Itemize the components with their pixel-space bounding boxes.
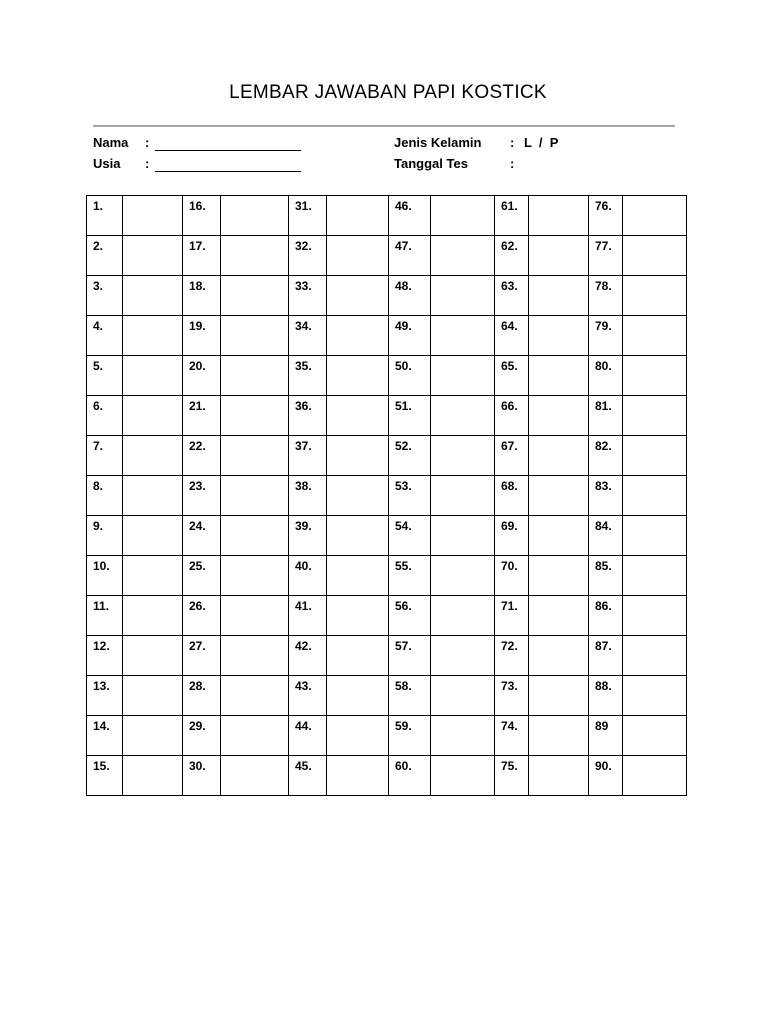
question-number-cell [589, 676, 623, 716]
question-number-cell [589, 636, 623, 676]
question-number: 62. [501, 239, 518, 253]
answer-row [87, 196, 687, 236]
question-number: 24. [189, 519, 206, 533]
question-number-cell [87, 596, 123, 636]
answer-cell[interactable] [221, 676, 289, 716]
answer-row [87, 556, 687, 596]
answer-cell[interactable] [431, 396, 495, 436]
question-number-cell [389, 636, 431, 676]
question-number-cell [87, 716, 123, 756]
question-number: 58. [395, 679, 412, 693]
answer-cell[interactable] [327, 236, 389, 276]
question-number: 87. [595, 639, 612, 653]
question-number-cell [289, 716, 327, 756]
answer-cell[interactable] [123, 676, 183, 716]
answer-cell[interactable] [221, 196, 289, 236]
answer-cell[interactable] [431, 556, 495, 596]
answer-cell[interactable] [123, 516, 183, 556]
question-number: 71. [501, 599, 518, 613]
question-number: 13. [93, 679, 110, 693]
answer-cell[interactable] [221, 236, 289, 276]
answer-grid [86, 195, 687, 796]
question-number-cell [183, 636, 221, 676]
question-number-cell [389, 756, 431, 796]
question-number-cell [389, 396, 431, 436]
answer-cell[interactable] [623, 676, 687, 716]
answer-cell[interactable] [327, 636, 389, 676]
question-number: 21. [189, 399, 206, 413]
answer-cell[interactable] [431, 196, 495, 236]
question-number-cell [183, 356, 221, 396]
answer-cell[interactable] [221, 516, 289, 556]
question-number-cell [589, 236, 623, 276]
question-number: 48. [395, 279, 412, 293]
answer-cell[interactable] [623, 516, 687, 556]
answer-cell[interactable] [529, 276, 589, 316]
question-number: 33. [295, 279, 312, 293]
title-divider [93, 125, 675, 127]
answer-row [87, 516, 687, 556]
nama-colon: : [145, 135, 150, 150]
answer-row [87, 276, 687, 316]
question-number-cell [289, 316, 327, 356]
question-number-cell [589, 716, 623, 756]
question-number: 56. [395, 599, 412, 613]
question-number: 27. [189, 639, 206, 653]
answer-cell[interactable] [221, 556, 289, 596]
question-number: 44. [295, 719, 312, 733]
question-number: 11. [93, 599, 110, 613]
answer-cell[interactable] [123, 276, 183, 316]
question-number: 10. [93, 559, 110, 573]
question-number-cell [87, 756, 123, 796]
answer-cell[interactable] [623, 276, 687, 316]
question-number: 19. [189, 319, 206, 333]
jenis-kelamin-colon: : [510, 135, 515, 150]
answer-cell[interactable] [327, 276, 389, 316]
answer-cell[interactable] [529, 196, 589, 236]
jenis-kelamin-options[interactable]: L / P [524, 135, 559, 150]
nama-blank-line[interactable] [155, 150, 301, 151]
question-number: 61. [501, 199, 518, 213]
answer-cell[interactable] [123, 596, 183, 636]
answer-cell[interactable] [431, 716, 495, 756]
question-number-cell [183, 396, 221, 436]
question-number: 81. [595, 399, 612, 413]
question-number-cell [289, 556, 327, 596]
question-number-cell [589, 356, 623, 396]
answer-cell[interactable] [529, 676, 589, 716]
question-number-cell [389, 436, 431, 476]
answer-cell[interactable] [623, 196, 687, 236]
question-number: 30. [189, 759, 206, 773]
question-number: 55. [395, 559, 412, 573]
answer-cell[interactable] [623, 436, 687, 476]
question-number-cell [495, 476, 529, 516]
answer-cell[interactable] [431, 596, 495, 636]
question-number-cell [495, 396, 529, 436]
question-number: 35. [295, 359, 312, 373]
question-number-cell [389, 516, 431, 556]
answer-cell[interactable] [623, 316, 687, 356]
jenis-kelamin-label: Jenis Kelamin [394, 135, 482, 150]
question-number: 47. [395, 239, 412, 253]
question-number: 41. [295, 599, 312, 613]
answer-cell[interactable] [431, 436, 495, 476]
question-number-cell [289, 436, 327, 476]
answer-row [87, 396, 687, 436]
question-number-cell [495, 676, 529, 716]
question-number-cell [495, 436, 529, 476]
question-number-cell [289, 356, 327, 396]
question-number-cell [87, 516, 123, 556]
answer-cell[interactable] [529, 596, 589, 636]
question-number-cell [389, 716, 431, 756]
answer-cell[interactable] [529, 236, 589, 276]
page-title: LEMBAR JAWABAN PAPI KOSTICK [229, 82, 547, 103]
question-number: 17. [189, 239, 206, 253]
question-number-cell [87, 236, 123, 276]
question-number: 82. [595, 439, 612, 453]
question-number: 20. [189, 359, 206, 373]
question-number-cell [183, 236, 221, 276]
question-number-cell [589, 556, 623, 596]
question-number-cell [495, 756, 529, 796]
question-number-cell [589, 436, 623, 476]
question-number: 7. [93, 439, 104, 453]
question-number: 36. [295, 399, 312, 413]
question-number-cell [289, 756, 327, 796]
question-number-cell [183, 756, 221, 796]
question-number-cell [589, 396, 623, 436]
nama-label: Nama [93, 135, 129, 150]
question-number: 59. [395, 719, 412, 733]
question-number-cell [87, 316, 123, 356]
question-number: 14. [93, 719, 110, 733]
question-number: 23. [189, 479, 206, 493]
question-number: 43. [295, 679, 312, 693]
question-number-cell [495, 516, 529, 556]
answer-row [87, 356, 687, 396]
question-number-cell [289, 396, 327, 436]
answer-cell[interactable] [623, 556, 687, 596]
question-number-cell [289, 676, 327, 716]
question-number: 37. [295, 439, 312, 453]
answer-cell[interactable] [431, 476, 495, 516]
answer-cell[interactable] [123, 236, 183, 276]
question-number-cell [183, 476, 221, 516]
question-number: 76. [595, 199, 612, 213]
answer-cell[interactable] [431, 756, 495, 796]
answer-cell[interactable] [221, 276, 289, 316]
question-number: 52. [395, 439, 412, 453]
answer-cell[interactable] [123, 756, 183, 796]
answer-cell[interactable] [431, 516, 495, 556]
question-number: 89 [595, 719, 609, 733]
question-number: 79. [595, 319, 612, 333]
answer-cell[interactable] [123, 636, 183, 676]
question-number: 3. [93, 279, 104, 293]
question-number: 88. [595, 679, 612, 693]
question-number-cell [87, 676, 123, 716]
answer-cell[interactable] [327, 436, 389, 476]
question-number: 80. [595, 359, 612, 373]
question-number-cell [495, 556, 529, 596]
usia-blank-line[interactable] [155, 171, 301, 172]
question-number-cell [589, 196, 623, 236]
question-number-cell [389, 596, 431, 636]
question-number-cell [495, 636, 529, 676]
question-number-cell [495, 236, 529, 276]
question-number: 69. [501, 519, 518, 533]
question-number-cell [183, 676, 221, 716]
question-number-cell [495, 276, 529, 316]
question-number: 39. [295, 519, 312, 533]
question-number-cell [389, 476, 431, 516]
answer-cell[interactable] [623, 636, 687, 676]
answer-cell[interactable] [221, 756, 289, 796]
answer-cell[interactable] [123, 396, 183, 436]
answer-row [87, 436, 687, 476]
question-number-cell [589, 476, 623, 516]
question-number-cell [495, 356, 529, 396]
question-number-cell [87, 476, 123, 516]
question-number: 15. [93, 759, 110, 773]
answer-cell[interactable] [221, 476, 289, 516]
question-number: 73. [501, 679, 518, 693]
question-number-cell [495, 316, 529, 356]
answer-cell[interactable] [221, 716, 289, 756]
question-number: 8. [93, 479, 104, 493]
question-number-cell [289, 636, 327, 676]
answer-cell[interactable] [327, 476, 389, 516]
question-number: 51. [395, 399, 412, 413]
question-number-cell [87, 276, 123, 316]
question-number: 72. [501, 639, 518, 653]
question-number: 9. [93, 519, 104, 533]
question-number: 12. [93, 639, 110, 653]
question-number-cell [289, 276, 327, 316]
question-number-cell [289, 196, 327, 236]
question-number: 38. [295, 479, 312, 493]
question-number: 57. [395, 639, 412, 653]
answer-row [87, 756, 687, 796]
question-number-cell [389, 676, 431, 716]
question-number: 6. [93, 399, 104, 413]
question-number-cell [183, 436, 221, 476]
answer-cell[interactable] [529, 396, 589, 436]
question-number: 40. [295, 559, 312, 573]
question-number-cell [183, 596, 221, 636]
question-number: 26. [189, 599, 206, 613]
answer-cell[interactable] [327, 316, 389, 356]
question-number-cell [289, 516, 327, 556]
answer-cell[interactable] [327, 516, 389, 556]
question-number: 28. [189, 679, 206, 693]
tanggal-tes-colon: : [510, 156, 515, 171]
question-number-cell [183, 276, 221, 316]
answer-cell[interactable] [221, 396, 289, 436]
answer-cell[interactable] [623, 236, 687, 276]
question-number: 49. [395, 319, 412, 333]
answer-cell[interactable] [123, 716, 183, 756]
answer-cell[interactable] [431, 236, 495, 276]
answer-row [87, 596, 687, 636]
question-number: 16. [189, 199, 206, 213]
question-number: 18. [189, 279, 206, 293]
answer-cell[interactable] [431, 276, 495, 316]
question-number-cell [495, 716, 529, 756]
question-number: 78. [595, 279, 612, 293]
question-number: 67. [501, 439, 518, 453]
answer-cell[interactable] [431, 636, 495, 676]
question-number-cell [183, 196, 221, 236]
question-number-cell [183, 716, 221, 756]
question-number: 1. [93, 199, 104, 213]
question-number: 63. [501, 279, 518, 293]
question-number: 5. [93, 359, 104, 373]
question-number-cell [289, 596, 327, 636]
question-number-cell [87, 196, 123, 236]
question-number: 2. [93, 239, 104, 253]
question-number-cell [389, 196, 431, 236]
answer-cell[interactable] [327, 396, 389, 436]
question-number-cell [495, 196, 529, 236]
question-number: 90. [595, 759, 612, 773]
answer-cell[interactable] [431, 676, 495, 716]
answer-cell[interactable] [431, 316, 495, 356]
answer-cell[interactable] [221, 596, 289, 636]
question-number-cell [87, 396, 123, 436]
question-number: 86. [595, 599, 612, 613]
answer-cell[interactable] [327, 356, 389, 396]
question-number: 65. [501, 359, 518, 373]
question-number-cell [589, 516, 623, 556]
question-number-cell [389, 556, 431, 596]
answer-cell[interactable] [221, 636, 289, 676]
question-number: 45. [295, 759, 312, 773]
question-number: 84. [595, 519, 612, 533]
question-number-cell [87, 556, 123, 596]
answer-cell[interactable] [221, 356, 289, 396]
question-number-cell [289, 236, 327, 276]
answer-cell[interactable] [529, 716, 589, 756]
question-number: 60. [395, 759, 412, 773]
question-number-cell [183, 316, 221, 356]
question-number: 64. [501, 319, 518, 333]
question-number: 34. [295, 319, 312, 333]
answer-cell[interactable] [327, 196, 389, 236]
answer-cell[interactable] [221, 436, 289, 476]
answer-cell[interactable] [123, 316, 183, 356]
answer-cell[interactable] [529, 756, 589, 796]
answer-cell[interactable] [529, 356, 589, 396]
answer-cell[interactable] [327, 756, 389, 796]
question-number: 25. [189, 559, 206, 573]
question-number-cell [389, 356, 431, 396]
question-number: 75. [501, 759, 518, 773]
answer-row [87, 316, 687, 356]
answer-cell[interactable] [623, 716, 687, 756]
question-number: 29. [189, 719, 206, 733]
question-number: 68. [501, 479, 518, 493]
question-number-cell [183, 556, 221, 596]
answer-cell[interactable] [221, 316, 289, 356]
question-number-cell [289, 476, 327, 516]
question-number: 22. [189, 439, 206, 453]
answer-cell[interactable] [623, 396, 687, 436]
usia-label: Usia [93, 156, 121, 171]
question-number: 54. [395, 519, 412, 533]
tanggal-tes-label: Tanggal Tes [394, 156, 468, 171]
answer-cell[interactable] [623, 756, 687, 796]
question-number: 31. [295, 199, 312, 213]
usia-colon: : [145, 156, 150, 171]
answer-row [87, 636, 687, 676]
answer-cell[interactable] [327, 596, 389, 636]
answer-cell[interactable] [123, 436, 183, 476]
question-number-cell [589, 756, 623, 796]
question-number-cell [589, 316, 623, 356]
answer-cell[interactable] [623, 356, 687, 396]
answer-cell[interactable] [327, 676, 389, 716]
answer-cell[interactable] [529, 636, 589, 676]
answer-cell[interactable] [529, 556, 589, 596]
answer-cell[interactable] [123, 356, 183, 396]
question-number-cell [389, 316, 431, 356]
answer-row [87, 476, 687, 516]
answer-cell[interactable] [529, 476, 589, 516]
answer-cell[interactable] [327, 556, 389, 596]
question-number-cell [495, 596, 529, 636]
question-number: 46. [395, 199, 412, 213]
question-number: 50. [395, 359, 412, 373]
question-number: 74. [501, 719, 518, 733]
answer-cell[interactable] [529, 316, 589, 356]
answer-cell[interactable] [529, 516, 589, 556]
answer-cell[interactable] [623, 596, 687, 636]
question-number: 42. [295, 639, 312, 653]
answer-cell[interactable] [123, 476, 183, 516]
answer-row [87, 676, 687, 716]
question-number-cell [589, 276, 623, 316]
question-number: 85. [595, 559, 612, 573]
question-number: 83. [595, 479, 612, 493]
question-number-cell [389, 276, 431, 316]
answer-cell[interactable] [123, 196, 183, 236]
question-number: 32. [295, 239, 312, 253]
answer-cell[interactable] [123, 556, 183, 596]
question-number-cell [87, 356, 123, 396]
answer-cell[interactable] [327, 716, 389, 756]
question-number: 66. [501, 399, 518, 413]
question-number: 53. [395, 479, 412, 493]
question-number: 77. [595, 239, 612, 253]
question-number-cell [183, 516, 221, 556]
answer-row [87, 236, 687, 276]
question-number-cell [389, 236, 431, 276]
answer-cell[interactable] [529, 436, 589, 476]
answer-row [87, 716, 687, 756]
question-number-cell [87, 436, 123, 476]
answer-cell[interactable] [623, 476, 687, 516]
question-number-cell [87, 636, 123, 676]
question-number-cell [589, 596, 623, 636]
question-number: 4. [93, 319, 104, 333]
answer-cell[interactable] [431, 356, 495, 396]
question-number: 70. [501, 559, 518, 573]
